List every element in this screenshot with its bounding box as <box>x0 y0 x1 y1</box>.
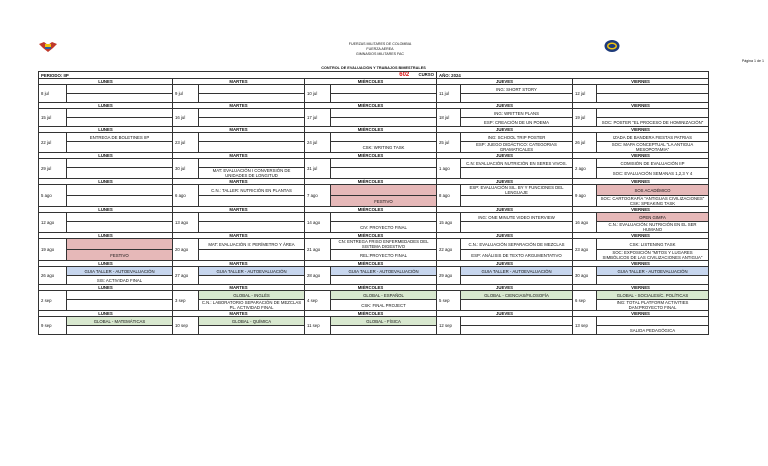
periodo-label: PERIODO: IIP <box>39 72 173 79</box>
day-date: 8 ago <box>437 185 461 207</box>
event-primary <box>67 109 173 118</box>
event-secondary: CIV: PROYECTO FINAL <box>331 222 437 233</box>
day-date: 5 ago <box>39 185 67 207</box>
day-date: 8 jul <box>39 85 67 103</box>
day-date: 19 jul <box>573 109 597 127</box>
event-secondary <box>461 326 573 335</box>
header-line-1: FUERZAS MILITARES DE COLOMBIA <box>348 42 412 46</box>
day-date: 2 ago <box>573 159 597 179</box>
day-date: 9 ago <box>573 185 597 207</box>
event-secondary: CSK: FINAL PROJECT <box>331 300 437 311</box>
day-header-v: VIERNES <box>573 207 709 213</box>
event-primary <box>67 291 173 300</box>
day-header-x: MIÉRCOLES <box>305 261 437 267</box>
day-header-j: JUEVES <box>437 127 573 133</box>
day-date: 9 jul <box>173 85 199 103</box>
day-date: 14 ago <box>305 213 331 233</box>
event-primary <box>597 85 709 94</box>
day-header-j: JUEVES <box>437 233 573 239</box>
event-secondary: ESP: JUEGO DIDÁCTICO: CATEGORIAS GRAMATICALES <box>461 142 573 153</box>
day-header-m: MARTES <box>173 79 305 85</box>
event-primary <box>331 159 437 168</box>
event-secondary: FESTIVO <box>331 196 437 207</box>
institution-header <box>290 42 470 57</box>
day-header-j: JUEVES <box>437 207 573 213</box>
day-date: 19 ago <box>39 239 67 261</box>
event-secondary <box>331 326 437 335</box>
day-header-j: JUEVES <box>437 179 573 185</box>
event-secondary <box>461 168 573 179</box>
day-header-l: LUNES <box>39 311 173 317</box>
day-header-x: MIÉRCOLES <box>305 285 437 291</box>
day-header-m: MARTES <box>173 233 305 239</box>
event-secondary <box>67 222 173 233</box>
event-secondary <box>199 276 305 285</box>
day-date: 17 jul <box>305 109 331 127</box>
event-secondary <box>199 118 305 127</box>
day-date: 13 sep <box>573 317 597 335</box>
day-date: 12 sep <box>437 317 461 335</box>
day-header-x: MIÉRCOLES <box>305 233 437 239</box>
event-primary: CSK: LISTENING TASK <box>597 239 709 250</box>
event-secondary: SOC: MAPA CONCEPTUAL "LA ANTIGUA MESOPOTAMIA" <box>597 142 709 153</box>
event-secondary <box>67 94 173 103</box>
event-secondary: C.N.: EVALUACIÓN: NUTRICIÓN EN EL SER HUMANO <box>597 222 709 233</box>
event-primary: GLOBAL - INGLÉS <box>199 291 305 300</box>
day-header-x: MIÉRCOLES <box>305 311 437 317</box>
event-primary: ING: WRITTEN PLANS <box>461 109 573 118</box>
day-date: 26 ago <box>39 267 67 285</box>
day-header-v: VIERNES <box>573 311 709 317</box>
event-primary <box>199 213 305 222</box>
day-header-x: MIÉRCOLES <box>305 103 437 109</box>
day-header-j: JUEVES <box>437 79 573 85</box>
event-primary <box>331 109 437 118</box>
event-secondary <box>199 326 305 335</box>
day-date: 3 sep <box>173 291 199 311</box>
day-header-v: VIERNES <box>573 179 709 185</box>
day-header-j: JUEVES <box>437 311 573 317</box>
day-header-j: JUEVES <box>437 153 573 159</box>
day-header-m: MARTES <box>173 311 305 317</box>
event-primary <box>199 109 305 118</box>
form-title: CONTROL DE EVALUACIÓN Y TRABAJOS BIMESTRALES <box>321 66 426 70</box>
day-date: 5 sep <box>437 291 461 311</box>
day-date: 31 jul <box>305 159 331 179</box>
day-header-x: MIÉRCOLES <box>305 179 437 185</box>
day-header-l: LUNES <box>39 153 173 159</box>
event-primary: COMISIÓN DE EVALUACIÓN IIP <box>597 159 709 168</box>
day-header-x: MIÉRCOLES <box>305 127 437 133</box>
event-secondary <box>199 222 305 233</box>
day-date: 23 jul <box>173 133 199 153</box>
day-date: 15 ago <box>437 213 461 233</box>
event-secondary <box>331 118 437 127</box>
event-primary: ING: SHORT STORY <box>461 85 573 94</box>
event-secondary <box>461 196 573 207</box>
day-date: 2 sep <box>39 291 67 311</box>
event-primary: MAT: EVALUACIÓN II: PERÍMETRO Y ÁREA <box>199 239 305 250</box>
schedule-table <box>38 66 709 335</box>
day-date: 6 ago <box>173 185 199 207</box>
day-header-l: LUNES <box>39 285 173 291</box>
day-header-m: MARTES <box>173 153 305 159</box>
event-primary <box>199 159 305 168</box>
day-header-j: JUEVES <box>437 285 573 291</box>
event-secondary <box>597 94 709 103</box>
event-primary <box>331 85 437 94</box>
event-primary: ING: ONE MINUTE VIDEO INTERVIEW <box>461 213 573 222</box>
day-header-v: VIERNES <box>573 285 709 291</box>
day-header-l: LUNES <box>39 103 173 109</box>
event-secondary <box>67 326 173 335</box>
event-primary: GLOBAL - CIENCIAS/FILOSOFÍA <box>461 291 573 300</box>
event-secondary <box>199 142 305 153</box>
day-date: 29 ago <box>437 267 461 285</box>
event-secondary: SOC: POSTER "EL PROCESO DE HOMINIZACIÓN" <box>597 118 709 127</box>
day-header-v: VIERNES <box>573 79 709 85</box>
day-header-m: MARTES <box>173 179 305 185</box>
event-primary: GUIA TALLER - AUTOEVALUACIÓN <box>67 267 173 276</box>
event-secondary: REL:PROYECTO FINAL <box>331 250 437 261</box>
day-date: 21 ago <box>305 239 331 261</box>
event-secondary: ESP: CREACIÓN DE UN POEMA <box>461 118 573 127</box>
event-secondary: ING: TOTAL PLATFORM ACTIVITIES DAN:PROYECTO FINAL <box>597 300 709 311</box>
day-date: 29 jul <box>39 159 67 179</box>
event-primary: GUIA TALLER - AUTOEVALUACIÓN <box>461 267 573 276</box>
day-date: 27 ago <box>173 267 199 285</box>
day-header-v: VIERNES <box>573 153 709 159</box>
day-date: 4 sep <box>305 291 331 311</box>
event-primary: GLOBAL - FÍSICA <box>331 317 437 326</box>
day-header-j: JUEVES <box>437 261 573 267</box>
event-primary: OPEN GIMFA <box>597 213 709 222</box>
day-date: 28 ago <box>305 267 331 285</box>
day-header-m: MARTES <box>173 261 305 267</box>
day-date: 12 ago <box>39 213 67 233</box>
event-secondary: ESP: ANÁLISIS DE TEXTO ARGUMENTATIVO <box>461 250 573 261</box>
event-secondary <box>461 94 573 103</box>
day-header-l: LUNES <box>39 179 173 185</box>
curso-cell <box>173 72 437 79</box>
day-date: 23 ago <box>573 239 597 261</box>
day-header-x: MIÉRCOLES <box>305 79 437 85</box>
event-primary: ESP: EVALUACIÓN SIL. BY Y FUNCIONES DEL LENGUAJE <box>461 185 573 196</box>
day-date: 6 sep <box>573 291 597 311</box>
event-primary: GUIA TALLER - AUTOEVALUACIÓN <box>331 267 437 276</box>
event-primary: C.N.: TALLER: NUTRICIÓN EN PLANTAS <box>199 185 305 196</box>
day-date: 9 sep <box>39 317 67 335</box>
day-header-m: MARTES <box>173 285 305 291</box>
event-secondary: SOC: CARTOGRAFÍA "ANTIGUAS CIVILIZACIONES" CSK: SPEAKING TASK <box>597 196 709 207</box>
event-primary <box>199 85 305 94</box>
event-primary: C.N.: EVALUACIÓN SEPARACIÓN DE MEZCLAS <box>461 239 573 250</box>
event-primary <box>597 109 709 118</box>
event-secondary <box>199 250 305 261</box>
event-primary: SOS ACADÉMICO <box>597 185 709 196</box>
page-number: Página 1 de 1 <box>741 59 764 63</box>
day-date: 7 ago <box>305 185 331 207</box>
day-header-m: MARTES <box>173 207 305 213</box>
day-date: 26 jul <box>573 133 597 153</box>
day-date: 11 jul <box>437 85 461 103</box>
day-header-l: LUNES <box>39 207 173 213</box>
event-primary <box>331 133 437 142</box>
day-header-v: VIERNES <box>573 233 709 239</box>
event-primary <box>597 317 709 326</box>
header-line-2: FUERZA AEREA <box>366 47 394 51</box>
event-primary: GLOBAL - QUÍMICA <box>199 317 305 326</box>
day-date: 10 jul <box>305 85 331 103</box>
day-date: 24 jul <box>305 133 331 153</box>
event-primary <box>331 185 437 196</box>
event-primary: GLOBAL - MATEMÁTICAS <box>67 317 173 326</box>
day-header-j: JUEVES <box>437 103 573 109</box>
day-header-v: VIERNES <box>573 261 709 267</box>
event-secondary <box>461 300 573 311</box>
day-header-m: MARTES <box>173 127 305 133</box>
day-header-v: VIERNES <box>573 103 709 109</box>
day-date: 30 ago <box>573 267 597 285</box>
event-primary: IZADA DE BANDERA FIESTAS PATRIAS <box>597 133 709 142</box>
event-secondary <box>331 94 437 103</box>
event-secondary <box>67 196 173 207</box>
day-date: 18 jul <box>437 109 461 127</box>
event-primary <box>67 239 173 250</box>
event-secondary <box>67 142 173 153</box>
day-date: 22 ago <box>437 239 461 261</box>
event-primary: CN: ENTREGA FRISO ENFERMEDADES DEL SISTEMA DIGESTIVO <box>331 239 437 250</box>
event-secondary <box>199 94 305 103</box>
event-secondary <box>597 276 709 285</box>
event-secondary: SIS: ACTIVIDAD FINAL <box>67 276 173 285</box>
event-secondary <box>67 118 173 127</box>
event-secondary <box>67 300 173 311</box>
event-secondary <box>331 276 437 285</box>
day-date: 1 ago <box>437 159 461 179</box>
event-secondary: MAT: EVALUACIÓN I CONVERSIÓN DE UNIDADES DE LONGITUD <box>199 168 305 179</box>
event-secondary: FESTIVO <box>67 250 173 261</box>
event-primary <box>67 159 173 168</box>
event-primary <box>67 185 173 196</box>
event-primary: GUIA TALLER - AUTOEVALUACIÓN <box>597 267 709 276</box>
event-secondary <box>461 276 573 285</box>
day-date: 20 ago <box>173 239 199 261</box>
day-header-l: LUNES <box>39 261 173 267</box>
day-date: 13 ago <box>173 213 199 233</box>
day-date: 10 sep <box>173 317 199 335</box>
day-header-l: LUNES <box>39 127 173 133</box>
header-line-3: GIMNASIOS MILITARES FAC <box>355 52 405 56</box>
event-secondary: SOC: EVALUACIÓN SEMANAS 1,2,3 Y 4 <box>597 168 709 179</box>
day-date: 12 jul <box>573 85 597 103</box>
event-secondary: SOC: EXPOSICIÓN "MITOS Y LUGARES SIMBÓLICOS DE LAS CIVILIZACIONES ANTIGUA" <box>597 250 709 261</box>
day-header-m: MARTES <box>173 103 305 109</box>
colombia-emblem-icon <box>38 40 58 52</box>
event-primary: GLOBAL - ESPAÑOL <box>331 291 437 300</box>
day-date: 11 sep <box>305 317 331 335</box>
event-secondary: SALIDA PEDAGÓGICA <box>597 326 709 335</box>
event-primary <box>331 213 437 222</box>
event-primary: GLOBAL - SOCIALES/C. POLÍTICAS <box>597 291 709 300</box>
event-secondary: CSK: WRITING TASK <box>331 142 437 153</box>
event-primary: ENTREGA DE BOLETINES IIP <box>67 133 173 142</box>
day-header-x: MIÉRCOLES <box>305 207 437 213</box>
curso-value: 602 <box>399 72 410 78</box>
event-secondary <box>461 222 573 233</box>
day-header-l: LUNES <box>39 79 173 85</box>
day-date: 22 jul <box>39 133 67 153</box>
event-primary <box>67 213 173 222</box>
day-date: 30 jul <box>173 159 199 179</box>
day-date: 15 jul <box>39 109 67 127</box>
event-secondary <box>331 168 437 179</box>
day-header-x: MIÉRCOLES <box>305 153 437 159</box>
day-date: 16 jul <box>173 109 199 127</box>
event-primary: GUIA TALLER - AUTOEVALUACIÓN <box>199 267 305 276</box>
school-seal-icon <box>604 38 620 54</box>
day-header-v: VIERNES <box>573 127 709 133</box>
event-primary <box>67 85 173 94</box>
event-secondary: C.N.: LABORATORIO SEPARACIÓN DE MEZCLAS PL. ACTIVIDAD FINAL <box>199 300 305 311</box>
event-primary: C.N: EVALUACIÓN NUTRICIÓN EN SERES VIVOS. <box>461 159 573 168</box>
event-primary <box>199 133 305 142</box>
curso-label: CURSO <box>418 72 434 77</box>
anio-label: AÑO: 2024 <box>437 72 709 79</box>
event-primary: ING: SCHOOL TRIP POSTER <box>461 133 573 142</box>
day-date: 25 jul <box>437 133 461 153</box>
event-secondary <box>67 168 173 179</box>
day-header-l: LUNES <box>39 233 173 239</box>
day-date: 16 ago <box>573 213 597 233</box>
event-primary <box>461 317 573 326</box>
event-secondary <box>199 196 305 207</box>
